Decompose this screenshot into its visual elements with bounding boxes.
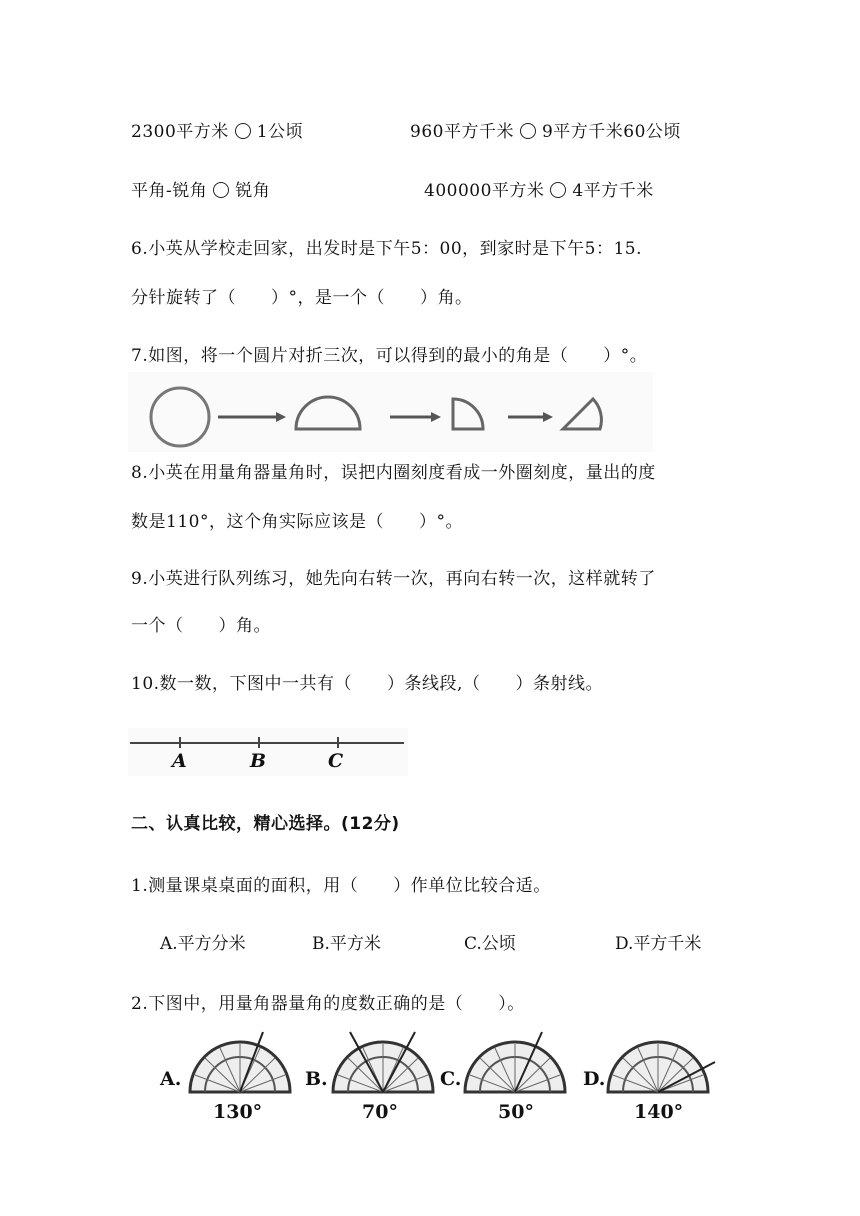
option-d[interactable]: D.平方千米 bbox=[615, 934, 702, 954]
protractor-angle-c: 50° bbox=[498, 1101, 534, 1123]
compare-circle[interactable] bbox=[520, 123, 536, 139]
question-8-line-2: 数是110°，这个角实际应该是（ ）°。 bbox=[131, 512, 463, 532]
protractor-c bbox=[460, 1030, 570, 1095]
compare-row-1-left bbox=[131, 117, 303, 142]
compare-value: 9平方千米60公顷 bbox=[541, 122, 681, 142]
protractor-letter-d: D. bbox=[583, 1068, 606, 1090]
point-label-a: A bbox=[172, 750, 187, 772]
option-c[interactable]: C.公顷 bbox=[464, 934, 516, 954]
option-a[interactable]: A.平方分米 bbox=[160, 934, 246, 954]
protractor-letter-a: A. bbox=[160, 1068, 182, 1090]
protractor-letter-b: B. bbox=[305, 1068, 328, 1090]
compare-value: 2300平方米 bbox=[131, 122, 229, 142]
compare-value: 1公顷 bbox=[256, 122, 304, 142]
protractor-d bbox=[600, 1030, 720, 1095]
line-segment-figure bbox=[128, 728, 408, 776]
compare-row-2-right bbox=[424, 176, 654, 201]
compare-value: 平角-锐角 bbox=[131, 181, 208, 201]
section-2-title: 二、认真比较，精心选择。(12分) bbox=[131, 814, 400, 834]
protractor-angle-d: 140° bbox=[634, 1101, 684, 1123]
question-9-line-1: 9.小英进行队列练习，她先向右转一次，再向右转一次，这样就转了 bbox=[131, 569, 656, 589]
question-8-line-1: 8.小英在用量角器量角时，误把内圈刻度看成一外圈刻度，量出的度 bbox=[131, 463, 656, 483]
compare-value: 400000平方米 bbox=[424, 181, 545, 201]
protractor-b bbox=[325, 1030, 440, 1095]
protractor-angle-b: 70° bbox=[362, 1101, 398, 1123]
compare-circle[interactable] bbox=[550, 182, 566, 198]
point-label-b: B bbox=[250, 750, 267, 772]
question-9-line-2: 一个（ ）角。 bbox=[131, 616, 271, 636]
compare-value: 锐角 bbox=[235, 181, 271, 201]
compare-value: 960平方千米 bbox=[410, 122, 514, 142]
s2-question-1-line-1: 1.测量课桌桌面的面积，用（ ）作单位比较合适。 bbox=[131, 876, 551, 896]
compare-value: 4平方千米 bbox=[572, 181, 654, 201]
s2-question-2-line-1: 2.下图中，用量角器量角的度数正确的是（ ）。 bbox=[131, 994, 525, 1014]
question-6-line-2: 分针旋转了（ ）°，是一个（ ）角。 bbox=[131, 288, 473, 308]
protractor-angle-a: 130° bbox=[213, 1101, 263, 1123]
compare-circle[interactable] bbox=[213, 182, 229, 198]
compare-row-2-left bbox=[131, 176, 270, 201]
question-6-line-1: 6.小英从学校走回家，出发时是下午5：00，到家时是下午5：15. bbox=[131, 239, 643, 259]
question-7-line-1: 7.如图，将一个圆片对折三次，可以得到的最小的角是（ ）°。 bbox=[131, 346, 648, 366]
point-label-c: C bbox=[328, 750, 344, 772]
question-10-line-1: 10.数一数，下图中一共有（ ）条线段,（ ）条射线。 bbox=[131, 674, 603, 694]
protractor-a bbox=[185, 1030, 295, 1095]
compare-row-1-right bbox=[410, 117, 681, 142]
option-b[interactable]: B.平方米 bbox=[312, 934, 381, 954]
folding-circle-figure bbox=[128, 372, 653, 452]
protractor-letter-c: C. bbox=[440, 1068, 462, 1090]
compare-circle[interactable] bbox=[235, 123, 251, 139]
